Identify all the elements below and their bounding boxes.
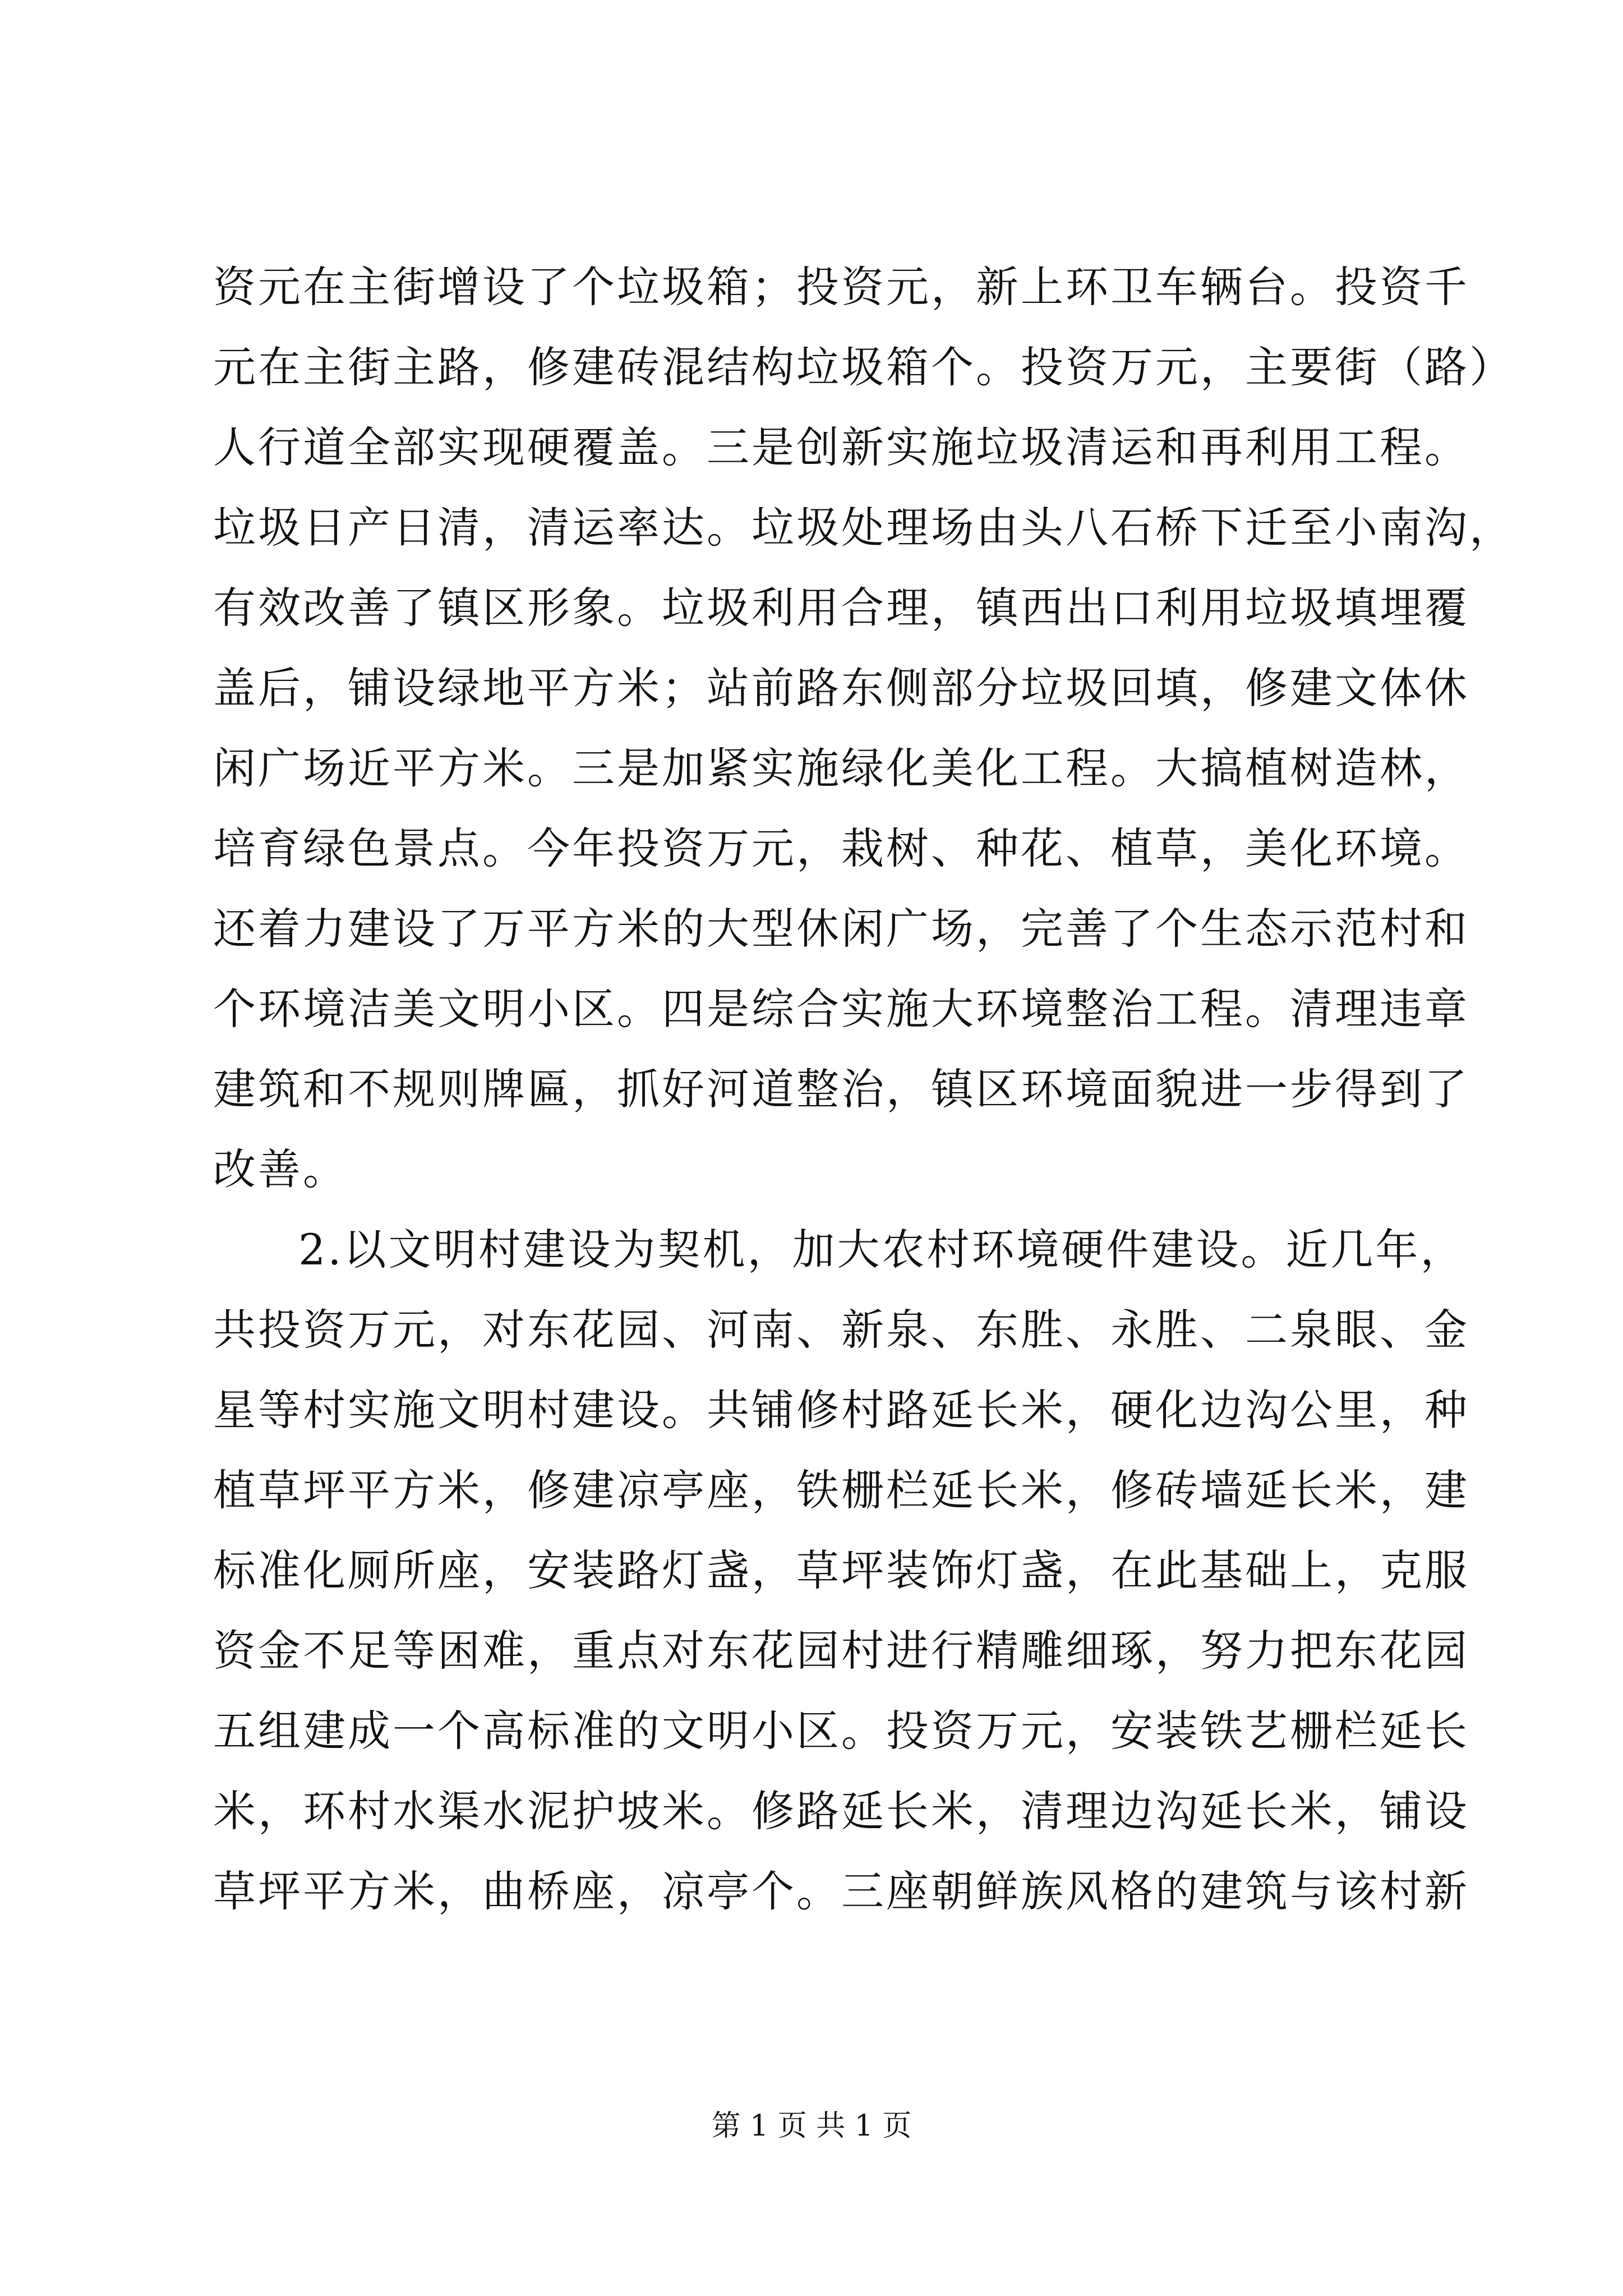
text-line: 资金不足等困难，重点对东花园村进行精雕细琢，努力把东花园 xyxy=(213,1626,1469,1676)
text-line: 还着力建设了万平方米的大型休闲广场，完善了个生态示范村和 xyxy=(213,904,1469,954)
text-line: 资元在主街增设了个垃圾箱；投资元，新上环卫车辆台。投资千 xyxy=(213,262,1469,312)
page-footer: 第 1 页 共 1 页 xyxy=(711,2109,912,2143)
text-line: 五组建成一个高标准的文明小区。投资万元，安装铁艺栅栏延长 xyxy=(213,1706,1469,1756)
text-line: 草坪平方米，曲桥座，凉亭个。三座朝鲜族风格的建筑与该村新 xyxy=(213,1866,1469,1916)
text-line: 米，环村水渠水泥护坡米。修路延长米，清理边沟延长米，铺设 xyxy=(213,1786,1469,1836)
text-line: 闲广场近平方米。三是加紧实施绿化美化工程。大搞植树造林， xyxy=(213,743,1469,793)
body-text xyxy=(213,247,1514,1931)
text-line: 培育绿色景点。今年投资万元，栽树、种花、植草，美化环境。 xyxy=(213,823,1469,873)
text-line: 有效改善了镇区形象。垃圾利用合理，镇西出口利用垃圾填埋覆 xyxy=(213,583,1469,633)
text-line: 垃圾日产日清，清运率达。垃圾处理场由头八石桥下迁至小南沟， xyxy=(213,503,1514,553)
paragraph-start-line: 2.以文明村建设为契机，加大农村环境硬件建设。近几年， xyxy=(298,1225,1465,1274)
text-line: 元在主街主路，修建砖混结构垃圾箱个。投资万元，主要街（路） xyxy=(213,342,1514,392)
text-line: 盖后，铺设绿地平方米；站前路东侧部分垃圾回填，修建文体休 xyxy=(213,663,1469,713)
text-line: 植草坪平方米，修建凉亭座，铁栅栏延长米，修砖墙延长米，建 xyxy=(213,1465,1469,1515)
text-line: 共投资万元，对东花园、河南、新泉、东胜、永胜、二泉眼、金 xyxy=(213,1305,1469,1355)
text-line: 个环境洁美文明小区。四是综合实施大环境整治工程。清理违章 xyxy=(213,984,1469,1034)
text-line: 星等村实施文明村建设。共铺修村路延长米，硬化边沟公里，种 xyxy=(213,1385,1469,1435)
text-line: 标准化厕所座，安装路灯盏，草坪装饰灯盏，在此基础上，克服 xyxy=(213,1545,1469,1595)
text-line: 改善。 xyxy=(213,1144,348,1194)
text-line: 人行道全部实现硬覆盖。三是创新实施垃圾清运和再利用工程。 xyxy=(213,422,1469,472)
text-line: 建筑和不规则牌匾，抓好河道整治，镇区环境面貌进一步得到了 xyxy=(213,1064,1469,1114)
